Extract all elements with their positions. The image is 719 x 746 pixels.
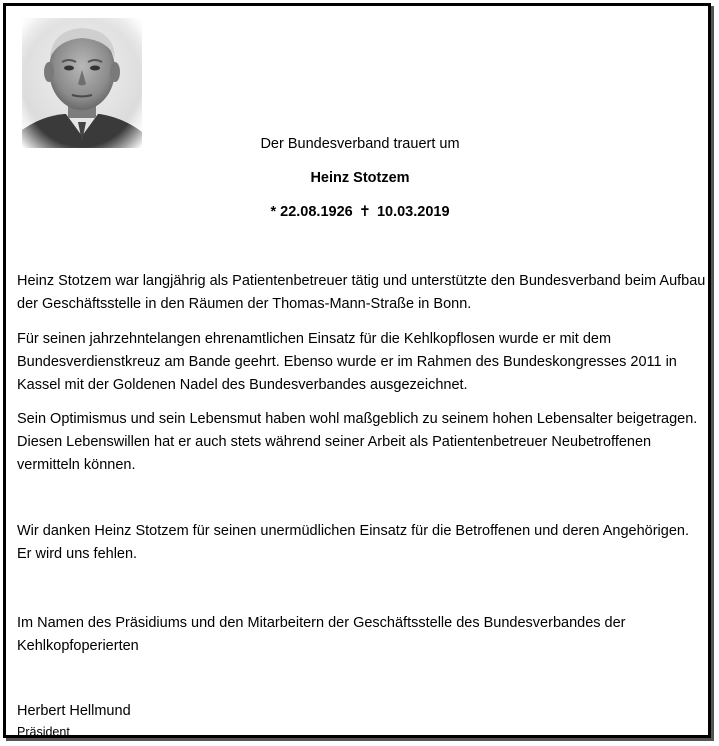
deceased-name: Heinz Stotzem — [310, 170, 410, 186]
portrait-photo — [22, 18, 142, 148]
death-cross-icon: ✝ — [358, 204, 371, 220]
life-dates — [6, 204, 714, 220]
obituary-frame — [3, 3, 711, 738]
signature-title: Präsident — [17, 725, 70, 739]
death-date: 10.03.2019 — [376, 204, 450, 220]
paragraph-honors: Für seinen jahrzehntelangen ehrenamtlichen Einsatz für die Kehlkopflosen wurde er mit dem Bundesverdienstkreuz am Bande geehrt. Ebenso wurde er im Rahmen des Bundeskongresses 2011 in Kassel mit der Goldenen Nadel des Bundesverbandes ausgezeichnet. — [17, 331, 677, 393]
paragraph-optimism: Sein Optimismus und sein Lebensmut haben wohl maßgeblich zu seinem hohen Lebensalter beigetragen. Diesen Lebenswillen hat er auch stets während seiner Arbeit als Patientenbetreuer Neubetroffenen vermitteln können. — [17, 411, 698, 473]
signature-name: Herbert Hellmund — [17, 703, 131, 719]
paragraph-thanks: Wir danken Heinz Stotzem für seinen unermüdlichen Einsatz für die Betroffenen und deren Angehörigen. Er wird uns fehlen. — [17, 523, 689, 562]
paragraph-career: Heinz Stotzem war langjährig als Patientenbetreuer tätig und unterstützte den Bundesverband beim Aufbau der Geschäftsstelle in den Räumen der Thomas-Mann-Straße in Bonn. — [17, 273, 706, 312]
paragraph-on-behalf: Im Namen des Präsidiums und den Mitarbeitern der Geschäftsstelle des Bundesverbandes der Kehlkopfoperierten — [17, 615, 626, 654]
mourning-announcement: Der Bundesverband trauert um — [260, 136, 460, 152]
birth-date: * 22.08.1926 — [270, 204, 353, 220]
